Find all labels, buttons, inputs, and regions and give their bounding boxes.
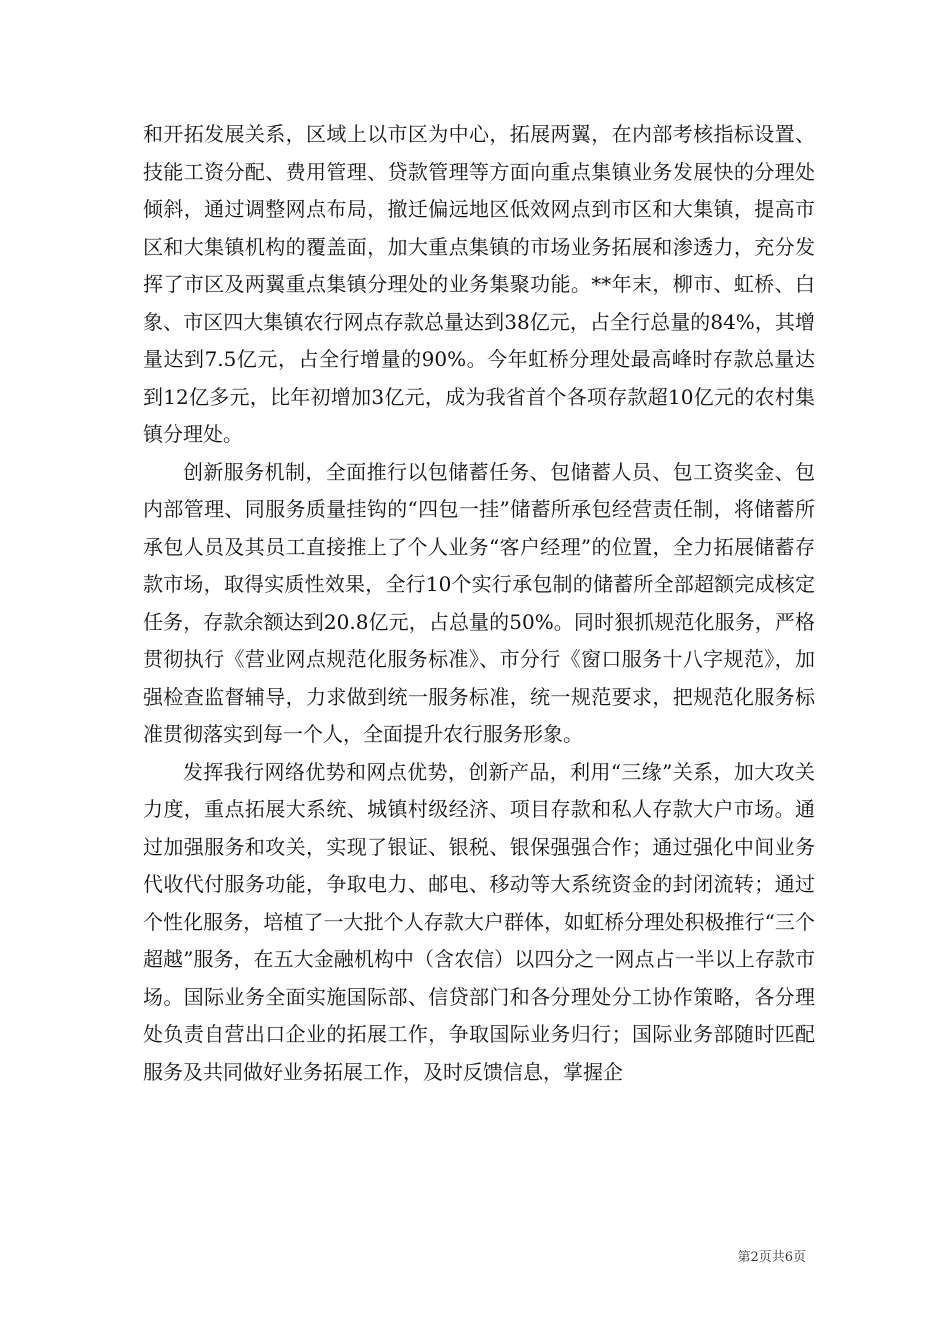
page-number-footer: 第2页共6页: [737, 1250, 806, 1265]
paragraph-1: 和开拓发展关系，区域上以市区为中心，拓展两翼，在内部考核指标设置、技能工资分配、费用管理、贷款管理等方面向重点集镇业务发展快的分理处倾斜，通过调整网点布局，撤迁偏远地区低效网点到市区和大集镇，提高市区和大集镇机构的覆盖面，加大重点集镇的市场业务拓展和渗透力，充分发挥了市区及两翼重点集镇分理处的业务集聚功能。**年末，柳市、虹桥、白象、市区四大集镇农行网点存款总量达到38亿元，占全行总量的84%，其增量达到7.5亿元，占全行增量的90%。今年虹桥分理处最高峰时存款总量达到12亿多元，比年初增加3亿元，成为我省首个各项存款超10亿元的农村集镇分理处。: [143, 122, 815, 446]
paragraph-2: 创新服务机制，全面推行以包储蓄任务、包储蓄人员、包工资奖金、包内部管理、同服务质量挂钩的“四包一挂”储蓄所承包经营责任制，将储蓄所承包人员及其员工直接推上了个人业务“客户经理”的位置，全力拓展储蓄存款市场，取得实质性效果，全行10个实行承包制的储蓄所全部超额完成核定任务，存款余额达到20.8亿元，占总量的50%。同时狠抓规范化服务，严格贯彻执行《营业网点规范化服务标准》、市分行《窗口服务十八字规范》，加强检查监督辅导，力求做到统一服务标准，统一规范要求，把规范化服务标准贯彻落实到每一个人，全面提升农行服务形象。: [143, 459, 815, 746]
document-body: [143, 116, 815, 1091]
paragraph-3: 发挥我行网络优势和网点优势，创新产品，利用“三缘”关系，加大攻关力度，重点拓展大系统、城镇村级经济、项目存款和私人存款大户市场。通过加强服务和攻关，实现了银证、银税、银保强强合作；通过强化中间业务代收代付服务功能，争取电力、邮电、移动等大系统资金的封闭流转；通过个性化服务，培植了一大批个人存款大户群体，如虹桥分理处积极推行“三个超越”服务，在五大金融机构中（含农信）以四分之一网点占一半以上存款市场。国际业务全面实施国际部、信贷部门和各分理处分工协作策略，各分理处负责自营出口企业的拓展工作，争取国际业务归行；国际业务部随时匹配服务及共同做好业务拓展工作，及时反馈信息，掌握企: [143, 759, 815, 1084]
